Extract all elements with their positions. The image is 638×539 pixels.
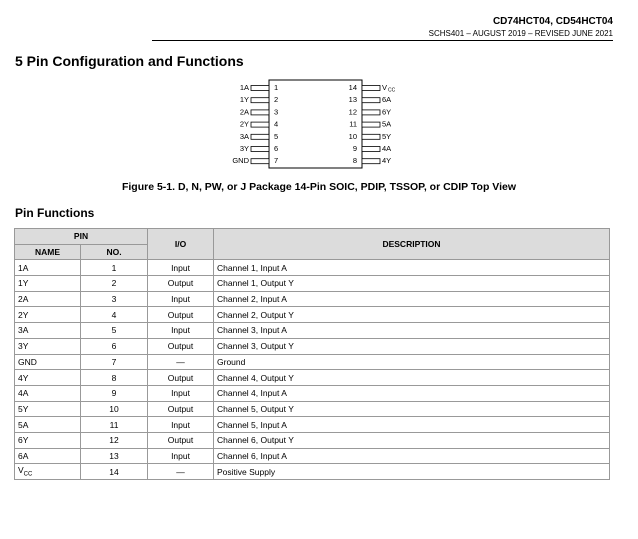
pin-name-cell: $V_{CC}$ (15, 464, 81, 480)
pin-description-cell: Channel 1, Input A (214, 260, 610, 276)
pin-number: 12 (348, 107, 357, 117)
pin-number-cell: 4 (81, 307, 148, 323)
pin-number: 2 (274, 95, 279, 105)
pin-io-cell: Input (148, 385, 214, 401)
pin-description-cell: Positive Supply (214, 464, 610, 480)
pin-number: 10 (348, 131, 357, 141)
pin-group-header: PIN (15, 229, 148, 245)
doc-title: CD74HCT04, CD54HCT04 (492, 16, 613, 27)
pin-lead (362, 98, 380, 103)
pin-number: 6 (274, 143, 279, 153)
pin-description-cell: Channel 1, Output Y (214, 276, 610, 292)
pin-lead (251, 98, 269, 103)
pin-number: 9 (352, 143, 357, 153)
figure-caption: Figure 5-1. D, N, PW, or J Package 14-Pin SOIC, PDIP, TSSOP, or CDIP Top View (121, 181, 517, 193)
pin-number: 5 (274, 131, 279, 141)
pin-lead (362, 86, 380, 91)
no-header: NO. (81, 244, 148, 260)
pin-number: 3 (274, 107, 279, 117)
pin-functions-title: Pin Functions (15, 206, 95, 220)
pin-description-cell: Channel 3, Input A (214, 323, 610, 339)
pin-label: GND (232, 156, 249, 166)
pin-number: 1 (274, 82, 279, 92)
pin-functions-table (14, 228, 610, 480)
pin-lead (362, 147, 380, 152)
pin-number-cell: 10 (81, 401, 148, 417)
pin-label: 3A (239, 131, 249, 141)
pin-number: 7 (274, 156, 279, 166)
pin-name-cell: GND (15, 354, 81, 370)
pin-io-cell: — (148, 464, 214, 480)
pin-description-cell: Channel 4, Output Y (214, 370, 610, 386)
pin-io-cell: — (148, 354, 214, 370)
pin-lead (251, 159, 269, 164)
table-row (15, 276, 610, 292)
pin-number-cell: 7 (81, 354, 148, 370)
io-header: I/O (148, 229, 214, 260)
pin-label: 6Y (382, 107, 392, 117)
name-header: NAME (15, 244, 81, 260)
table-row (15, 417, 610, 433)
table-row (15, 464, 610, 480)
pin-label: 2Y (239, 119, 249, 129)
pin-label: 4A (382, 143, 392, 153)
pin-number-cell: 11 (81, 417, 148, 433)
pin-description-cell: Channel 6, Input A (214, 448, 610, 464)
pin-lead (251, 86, 269, 91)
pin-number: 11 (349, 119, 357, 129)
pin-name-cell: 6A (15, 448, 81, 464)
pin-description-cell: Ground (214, 354, 610, 370)
pin-name-cell: 6Y (15, 432, 81, 448)
pin-label-subscript: CC (388, 87, 396, 94)
doc-revision: SCHS401 – AUGUST 2019 – REVISED JUNE 2021 (428, 29, 613, 38)
pin-number-cell: 8 (81, 370, 148, 386)
pin-lead (251, 134, 269, 139)
pin-label: 1Y (239, 95, 249, 105)
pin-description-cell: Channel 2, Input A (214, 291, 610, 307)
pin-name-cell: 1A (15, 260, 81, 276)
pin-number-cell: 2 (81, 276, 148, 292)
pin-description-cell: Channel 5, Input A (214, 417, 610, 433)
pin-label: 6A (382, 95, 392, 105)
pin-lead (362, 159, 380, 164)
pin-label: V (382, 82, 388, 92)
table-row (15, 401, 610, 417)
pin-description-cell: Channel 3, Output Y (214, 338, 610, 354)
table-row (15, 307, 610, 323)
package-pinout-diagram (0, 78, 638, 173)
table-row (15, 432, 610, 448)
table-row (15, 354, 610, 370)
table-row (15, 385, 610, 401)
pin-name-cell: 3A (15, 323, 81, 339)
pin-io-cell: Input (148, 323, 214, 339)
pin-number: 14 (348, 82, 357, 92)
pin-io-cell: Output (148, 338, 214, 354)
pin-number-cell: 5 (81, 323, 148, 339)
pin-io-cell: Output (148, 276, 214, 292)
pin-number-cell: 3 (81, 291, 148, 307)
pin-io-cell: Input (148, 417, 214, 433)
pin-number-cell: 12 (81, 432, 148, 448)
pin-number-cell: 14 (81, 464, 148, 480)
pin-name-cell: 1Y (15, 276, 81, 292)
pin-name-cell: 5Y (15, 401, 81, 417)
package-body (269, 80, 362, 168)
table-row (15, 338, 610, 354)
pin-label: 2A (239, 107, 249, 117)
pin-lead (251, 122, 269, 127)
pin-io-cell: Input (148, 448, 214, 464)
pin-io-cell: Output (148, 401, 214, 417)
pin-lead (362, 122, 380, 127)
pin-io-cell: Output (148, 370, 214, 386)
pin-number-cell: 6 (81, 338, 148, 354)
pin-name-cell: 2A (15, 291, 81, 307)
pin-io-cell: Input (148, 291, 214, 307)
pin-name-cell: 3Y (15, 338, 81, 354)
pin-label: 3Y (239, 143, 249, 153)
pin-lead (251, 110, 269, 115)
table-row (15, 323, 610, 339)
table-row (15, 291, 610, 307)
pin-number-cell: 1 (81, 260, 148, 276)
pin-description-cell: Channel 2, Output Y (214, 307, 610, 323)
pin-description-cell: Channel 6, Output Y (214, 432, 610, 448)
pin-io-cell: Input (148, 260, 214, 276)
pin-label: 5Y (382, 131, 392, 141)
pin-label: 1A (239, 82, 249, 92)
table-row (15, 370, 610, 386)
description-header: DESCRIPTION (214, 229, 610, 260)
pin-lead (362, 110, 380, 115)
pin-name-cell: 2Y (15, 307, 81, 323)
pin-description-cell: Channel 4, Input A (214, 385, 610, 401)
pin-number-cell: 9 (81, 385, 148, 401)
pin-number: 4 (274, 119, 279, 129)
pin-io-cell: Output (148, 307, 214, 323)
pin-lead (251, 147, 269, 152)
pin-name-cell: 4Y (15, 370, 81, 386)
pin-lead (362, 134, 380, 139)
header-rule (152, 40, 613, 41)
pin-io-cell: Output (148, 432, 214, 448)
pin-number: 8 (352, 156, 357, 166)
pin-number: 13 (348, 95, 357, 105)
pin-name-cell: 4A (15, 385, 81, 401)
pin-number-cell: 13 (81, 448, 148, 464)
pin-name-cell: 5A (15, 417, 81, 433)
section-title: 5 Pin Configuration and Functions (15, 53, 244, 69)
pin-label: 5A (382, 119, 392, 129)
pin-label: 4Y (382, 156, 392, 166)
pin-description-cell: Channel 5, Output Y (214, 401, 610, 417)
table-row (15, 260, 610, 276)
table-row (15, 448, 610, 464)
